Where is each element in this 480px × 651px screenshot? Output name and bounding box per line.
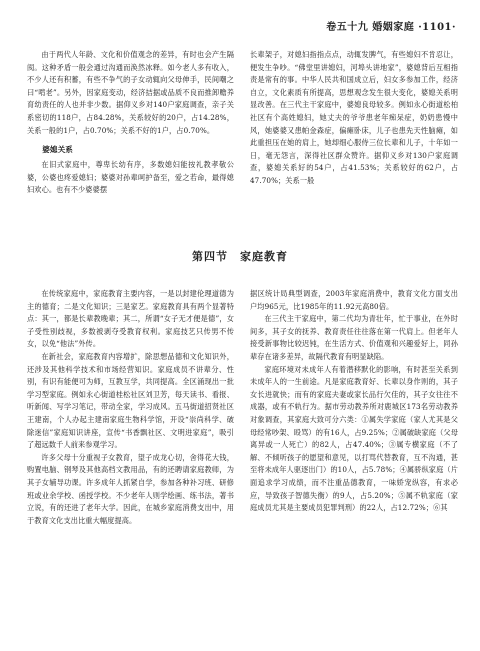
subsection-heading: 婆媳关系 xyxy=(42,145,73,155)
section-title: 家庭教育 xyxy=(240,250,288,263)
paragraph: 许多父母十分重视子女教育，望子成龙心切，舍得花大钱，购置电脑、钢琴及其他高档文教用品，有的还聘请家庭教师，为其子女辅导功课。许多成年人抓紧自学，参加各种补习班、研修班或业余学校、函授学校。不少老年人则学绘画、练书法，著书立说，有的还进了老年大学。因此，在城乡家庭消费支出中，用于教育文化支出比重大幅度提高。 xyxy=(27,452,234,525)
paragraph: 家庭环境对未成年人有着潜移默化的影响，有时甚至关系到未成年人的一生前途。凡是家庭教育好、长辈以身作则的，其子女长进就快；而有的家庭夫妻或家长品行欠佳的，其子女往往不成器，或有不轨行为。据市劳动教养所对鹿城区173名劳动教养对象调查，其家庭大致可分六类：①属失学家庭（家人尤其是父母经常吵架、殴骂）的有16人，占9.25%；②属破缺家庭（父母离异或一人死亡）的82人，占47.40%；③属专横家庭（不了解、不倾听孩子的愿望和意见，以打骂代替教育，互不沟通，甚至将未成年人驱逐出门）的10人，占5.78%；④属骄纵家庭（片面追求学习成绩，而不注重品德教育，一味娇宠纵容，有求必应，导致孩子智德失衡）的9人，占5.20%；⑤属不轨家庭（家庭成员尤其是主要成员犯罪判刑）的22人，占12.72%；⑥其 xyxy=(250,364,458,513)
column-top-left xyxy=(27,49,234,197)
paragraph: 由于两代人年龄、文化和价值观念的差异，有时也会产生隔阂。这种矛盾一般会通过沟通而涣然冰释。如今老人多有收入，不少人还有积蓄，有些不争气的子女动辄向父母伸手，民间嘲之曰“啃老”。另外，因家庭变动，经济拮据或品质不良而推卸赡养育幼责任的人也并非少数。据仰义乡对140户家庭调查，亲子关系密切的118户，占84.28%，关系较好的20户，占14.28%，关系一般的1户，占0.70%；关系不好的1户，占0.70%。 xyxy=(27,50,234,135)
running-head: 卷五十九 婚姻家庭 ·1101· xyxy=(326,22,456,33)
column-bottom-right xyxy=(250,288,458,515)
section-number: 第四节 xyxy=(192,250,228,263)
paragraph: 在传统家庭中，家庭教育主要内容，一是以封建伦理道德为主的德育；二是文化知识；三是家艺。家庭教育具有两个显著特点：其一，都是长辈教晚辈；其二，所谓“女子无才便是德”，女子受性别歧视，多数被剥夺受教育权利。家庭技艺只传男不传女，以免“他法”外传。 xyxy=(27,289,234,349)
section-heading xyxy=(0,248,480,264)
column-top-right xyxy=(250,49,458,188)
paragraph: 长辈架子，对媳妇指指点点，动辄发脾气，有些媳妇不肯忍让，便发生争吵。“佛堂里讲媳妇，河埠头讲地家”，婆媳背后互相指责是常有的事。中华人民共和国成立后，妇女多参加工作，经济自立，文化素质有所提高，思想观念发生很大变化，婆媳关系明显改善。在三代主干家庭中，婆媳良母较多。例如永心街道松柏社区有个高姓媳妇，她丈夫的爷爷患老年痴呆症，奶奶患慢中风，她婆婆又患帕金森症，偏瘫卧床，儿子也患先天性脑瘫，如此重担压在她的肩上，她却细心服侍三位长辈和儿子，十年如一日，毫无怨言，深得社区群众赞许。据仰义乡对130户家庭调查，婆媳关系好的54户，占41.53%；关系较好的62户，占47.70%；关系一般 xyxy=(250,50,458,185)
paragraph: 在新社会，家庭教育内容增扩，除思想品德和文化知识外，还涉及其他科学技术和市场经营知识。家庭成员不讲辈分、性别，有识有能便可为师，互教互学，共同提高。全区涌现出一批学习型家庭。例如永心街道桂松社区刘卫芳，每天读书、看报、听新闻、写学习笔记，带动全家，学习成风。五马街道招贤社区王建南，个人办起主建南家庭生物科学馆，开设“崇尚科学、破除迷信”家庭知识讲座，宣传“书香飘社区、文明进家庭”，吸引了超远数千人前来参观学习。 xyxy=(27,351,234,450)
column-bottom-left xyxy=(27,288,234,527)
paragraph: 在旧式家庭中，尊卑长幼有序，多数媳妇能按礼教孝敬公婆，公婆也疼爱媳妇；婆婆对孙辈呵护备至，爱之若命，最得媳妇欢心。也有不少婆婆摆 xyxy=(27,160,234,195)
paragraph: 据区统计局典型调查，2003年家庭消费中，教育文化方面支出户均965元，比1985年的11.92元高80倍。 xyxy=(250,289,458,311)
paragraph: 在三代主干家庭中，第二代均为青壮年，忙于事业，在外时间多，其子女的抚养、教育责任往往落在第一代肩上。但老年人接受新事物比较迟钝，在生活方式、价值观和兴趣爱好上，同孙辈存在诸多差异，故隔代教育有明显缺陷。 xyxy=(250,314,458,361)
